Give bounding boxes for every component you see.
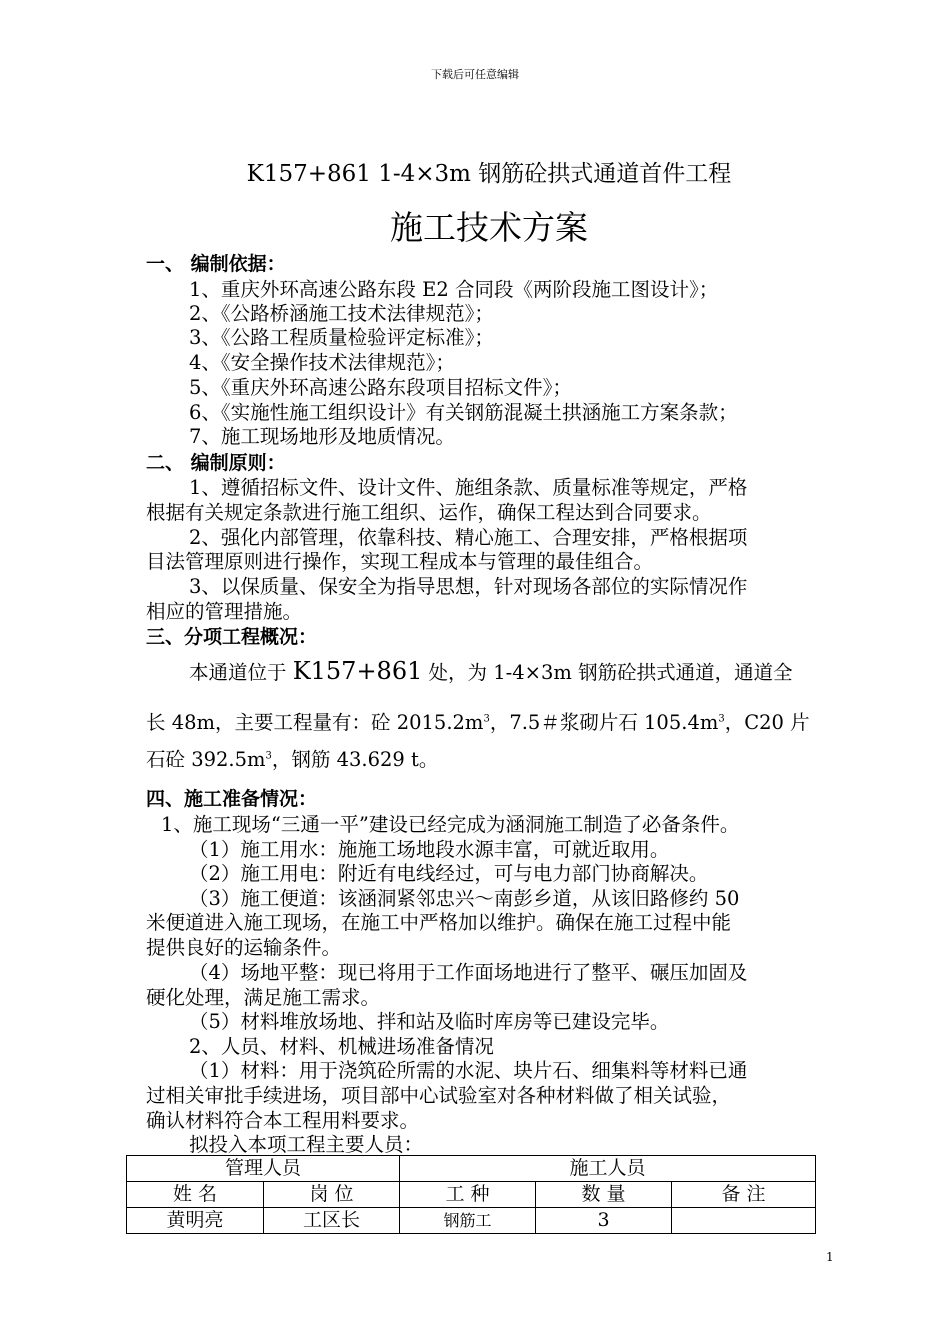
section3-heading: 三、分项工程概况： <box>146 626 318 648</box>
cell-quantity: 3 <box>536 1208 672 1234</box>
group-header-construction: 施工人员 <box>400 1156 816 1182</box>
basis-item: 6、《实施性施工组织设计》有关钢筋混凝土拱涵施工方案条款； <box>189 401 738 424</box>
prep-line: 提供良好的运输条件。 <box>146 936 342 959</box>
table-group-header-row <box>127 1156 816 1182</box>
basis-item: 2、《公路桥涵施工技术法律规范》； <box>189 302 494 325</box>
overview-text: 长 48m，主要工程量有：砼 2015.2m <box>146 711 484 734</box>
overview-line2 <box>146 707 810 735</box>
table-column-header-row <box>127 1182 816 1208</box>
cell-trade: 钢筋工 <box>400 1208 536 1234</box>
prep-line: 米便道进入施工现场，在施工中严格加以维护。确保在施工过程中能 <box>146 911 732 934</box>
document-title-line2: 施工技术方案 <box>390 208 588 247</box>
principle-line: 根据有关规定条款进行施工组织、运作，确保工程达到合同要求。 <box>146 501 712 524</box>
overview-line1 <box>189 657 793 685</box>
prep-line: 硬化处理，满足施工需求。 <box>146 986 381 1009</box>
principle-line: 目法管理原则进行操作，实现工程成本与管理的最佳组合。 <box>146 550 654 573</box>
personnel-table <box>126 1155 816 1234</box>
column-header-remarks: 备 注 <box>672 1182 816 1208</box>
overview-text: 本通道位于 <box>189 661 293 684</box>
group-header-management: 管理人员 <box>127 1156 400 1182</box>
prep-line: 2、人员、材料、机械进场准备情况 <box>189 1035 494 1058</box>
cell-name: 黄明亮 <box>127 1208 264 1234</box>
prep-line: （3）施工便道：该涵洞紧邻忠兴～南彭乡道，从该旧路修约 50 <box>189 887 740 910</box>
basis-item: 3、《公路工程质量检验评定标准》； <box>189 326 494 349</box>
overview-text: ，7.5＃浆砌片石 105.4m <box>489 711 719 734</box>
prep-line: 1、施工现场“三通一平”建设已经完成为涵洞施工制造了必备条件。 <box>161 813 740 836</box>
principle-line: 2、强化内部管理，依靠科技、精心施工、合理安排，严格根据项 <box>189 526 748 549</box>
superscript: 3 <box>265 750 272 762</box>
basis-item: 7、施工现场地形及地质情况。 <box>189 425 455 448</box>
station-number: K157+861 <box>292 657 423 685</box>
cell-remarks <box>672 1208 816 1234</box>
page-number: 1 <box>826 1250 834 1264</box>
column-header-trade: 工 种 <box>400 1182 536 1208</box>
prep-line: （4）场地平整：现已将用于工作面场地进行了整平、碾压加固及 <box>189 961 748 984</box>
prep-line: （5）材料堆放场地、拌和站及临时库房等已建设完毕。 <box>189 1010 670 1033</box>
principle-line: 3、以保质量、保安全为指导思想，针对现场各部位的实际情况作 <box>189 575 748 598</box>
cell-position: 工区长 <box>264 1208 400 1234</box>
section4-heading: 四、施工准备情况： <box>146 788 318 810</box>
prep-line: 拟投入本项工程主要人员： <box>189 1133 424 1156</box>
basis-item: 5、《重庆外环高速公路东段项目招标文件》； <box>189 376 572 399</box>
superscript: 3 <box>718 713 725 725</box>
overview-text: 石砼 392.5m <box>146 748 266 771</box>
overview-text: 处，为 1-4×3m 钢筋砼拱式通道，通道全 <box>422 661 793 684</box>
principle-line: 相应的管理措施。 <box>146 600 303 623</box>
superscript: 3 <box>483 713 490 725</box>
page-header: 下载后可任意编辑 <box>431 68 519 81</box>
table-row <box>127 1208 816 1234</box>
section1-heading: 一、 编制依据： <box>146 253 286 275</box>
column-header-name: 姓 名 <box>127 1182 264 1208</box>
document-title-line1: K157+861 1-4×3m 钢筋砼拱式通道首件工程 <box>246 161 732 187</box>
section2-heading: 二、 编制原则： <box>146 452 286 474</box>
overview-text: ，钢筋 43.629 t。 <box>271 748 439 771</box>
basis-item: 4、《安全操作技术法律规范》； <box>189 351 455 374</box>
column-header-position: 岗 位 <box>264 1182 400 1208</box>
prep-line: （1）材料：用于浇筑砼所需的水泥、块片石、细集料等材料已通 <box>189 1059 748 1082</box>
prep-line: 过相关审批手续进场，项目部中心试验室对各种材料做了相关试验， <box>146 1084 732 1107</box>
prep-line: 确认材料符合本工程用料要求。 <box>146 1109 420 1132</box>
column-header-quantity: 数 量 <box>536 1182 672 1208</box>
prep-line: （1）施工用水：施施工场地段水源丰富，可就近取用。 <box>189 838 670 861</box>
prep-line: （2）施工用电：附近有电线经过，可与电力部门协商解决。 <box>189 862 709 885</box>
principle-line: 1、遵循招标文件、设计文件、施组条款、质量标准等规定，严格 <box>189 476 748 499</box>
overview-text: ，C20 片 <box>724 711 810 734</box>
overview-line3 <box>146 744 438 772</box>
basis-item: 1、重庆外环高速公路东段 E2 合同段《两阶段施工图设计》； <box>189 278 719 301</box>
